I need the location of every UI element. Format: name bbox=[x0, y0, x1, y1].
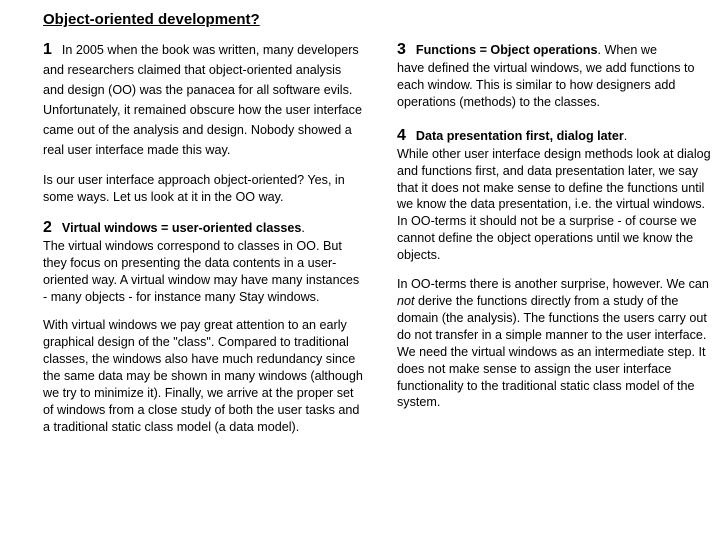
section-number-1: 1 bbox=[43, 41, 52, 58]
left-column bbox=[43, 40, 365, 436]
surprise-text-after: derive the functions directly from a study of the domain (the analysis). The functions the users carry out do not transfer in a simple manner to the user interface. We need the virtual windows as an intermediate step. It does not make sense to assign the user interface functionality to the traditional static class model of the system. bbox=[397, 293, 707, 410]
section-2-header bbox=[43, 218, 365, 238]
section-3-text: have defined the virtual windows, we add functions to each window. This is similar to how designers add operations (methods) to the classes. bbox=[397, 61, 695, 109]
section-2-heading: Virtual windows = user-oriented classes bbox=[61, 220, 302, 235]
section-number-2: 2 bbox=[43, 218, 52, 236]
section-4-header bbox=[397, 126, 715, 146]
section-number-3: 3 bbox=[397, 41, 406, 58]
section-4-text: While other user interface design methods look at dialog and functions first, and data presentation later, we say that it does not make sense to define the functions until we know the data presentation, i.e. the virtual windows. In OO-terms it should not be a surprise - of course we cannot define the object operations until we know the objects. bbox=[397, 146, 711, 263]
section-3-inline-text: When we bbox=[601, 43, 657, 57]
section-3-heading: Functions = Object operations bbox=[415, 43, 598, 57]
section-number-4: 4 bbox=[397, 126, 406, 144]
section-2-heading-end: . bbox=[301, 220, 305, 235]
section-1-text: In 2005 when the book was written, many developers and researchers claimed that object-oriented analysis and design (OO) was the panacea for all software evils. Unfortunately, it remained obscure how the user interface came out of the analysis and design. Nobody showed a real user interface made this way. bbox=[43, 43, 362, 157]
section-3-header bbox=[397, 40, 715, 60]
page-title: Object-oriented development? bbox=[43, 11, 260, 28]
section-1-header bbox=[43, 40, 365, 160]
surprise-text-before: In OO-terms there is another surprise, however. We can bbox=[397, 277, 709, 292]
right-column bbox=[397, 40, 715, 411]
paragraph-oo-question: Is our user interface approach object-oriented? Yes, in some ways. Let us look at it in the OO way. bbox=[43, 173, 345, 204]
section-3-heading-end: . bbox=[597, 43, 601, 57]
paragraph-oo-surprise bbox=[397, 276, 715, 411]
section-4-heading: Data presentation first, dialog later bbox=[415, 128, 624, 143]
section-2-text: The virtual windows correspond to classes in OO. But they focus on presenting the data contents in a user-oriented way. A virtual window may have many instances - many objects - for instance many Stay windows. bbox=[43, 238, 360, 304]
surprise-emphasis: not bbox=[397, 293, 415, 308]
section-4-heading-end: . bbox=[623, 128, 628, 143]
paragraph-virtual-windows: With virtual windows we pay great attention to an early graphical design of the "class". Compared to traditional classes, the windows also have much redundancy since the same data may be shown in many windows (although we try to minimize it). Finally, we arrive at the proper set of windows from a close study of both the user tasks and a traditional static class model (a data model). bbox=[43, 318, 363, 434]
